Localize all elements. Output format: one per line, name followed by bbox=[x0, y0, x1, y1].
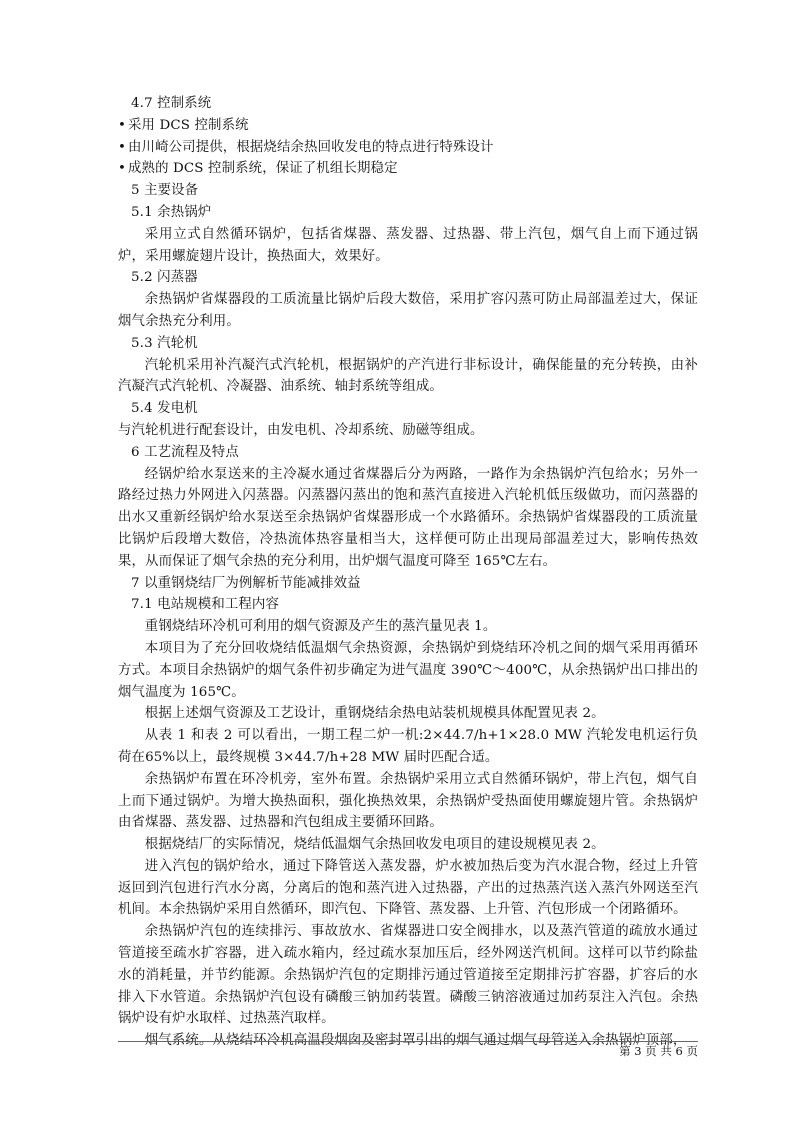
page-number: 第 3 页 共 6 页 bbox=[619, 1044, 698, 1058]
section-heading-5-3: 5.3 汽轮机 bbox=[131, 335, 198, 351]
document-body bbox=[118, 93, 698, 1052]
paragraph: 根据烧结厂的实际情况，烧结低温烟气余热回收发电项目的建设规模见表 2。 bbox=[144, 837, 605, 853]
paragraph: 根据上述烟气资源及工艺设计，重钢烧结余热电站装机规模具体配置见表 2。 bbox=[144, 706, 605, 722]
paragraph: 余热锅炉布置在环冷机旁，室外布置。余热锅炉采用立式自然循环锅炉，带上汽包，烟气自上而下通过锅炉。为增大换热面积，强化换热效果，余热锅炉受热面使用螺旋翅片管。余热锅炉由省煤器、蒸发器、过热器和汽包组成主要循环回路。 bbox=[118, 771, 698, 831]
paragraph: 经锅炉给水泵送来的主冷凝水通过省煤器后分为两路，一路作为余热锅炉汽包给水；另外一路经过热力外网进入闪蒸器。闪蒸器闪蒸出的饱和蒸汽直接进入汽轮机低压级做功，而闪蒸器的出水又重新经锅炉给水泵送至余热锅炉省煤器形成一个水路循环。余热锅炉省煤器段的工质流量比锅炉后段增大数倍，冷热流体热容量相当大，这样便可防止出现局部温差过大，影响传热效果，从而保证了烟气余热的充分利用，出炉烟气温度可降至 165℃左右。 bbox=[118, 466, 698, 569]
section-heading-7-1: 7.1 电站规模和工程内容 bbox=[131, 597, 280, 613]
bullet-dot-icon: • bbox=[118, 117, 127, 133]
bullet-dot-icon: • bbox=[118, 161, 127, 177]
bullet-item bbox=[118, 137, 698, 159]
paragraph: 余热锅炉省煤器段的工质流量比锅炉后段大数倍，采用扩容闪蒸可防止局部温差过大，保证烟气余热充分利用。 bbox=[118, 292, 698, 329]
paragraph: 与汽轮机进行配套设计，由发电机、冷却系统、励磁等组成。 bbox=[118, 422, 484, 438]
section-heading-5-2: 5.2 闪蒸器 bbox=[131, 270, 198, 286]
bullet-text: 采用 DCS 控制系统 bbox=[128, 117, 249, 133]
paragraph: 汽轮机采用补汽凝汽式汽轮机，根据锅炉的产汽进行非标设计，确保能量的充分转换，由补汽凝汽式汽轮机、冷凝器、油系统、轴封系统等组成。 bbox=[118, 357, 698, 395]
bullet-item bbox=[118, 158, 698, 180]
footer-divider bbox=[118, 1041, 698, 1042]
bullet-dot-icon: • bbox=[118, 139, 127, 155]
paragraph: 进入汽包的锅炉给水，通过下降管送入蒸发器，炉水被加热后变为汽水混合物，经过上升管返回到汽包进行汽水分离，分离后的饱和蒸汽进入过热器，产出的过热蒸汽送入蒸汽外网送至汽机间。本余热锅炉采用自然循环，即汽包、下降管、蒸发器、上升管、汽包形成一个闭路循环。 bbox=[118, 858, 698, 918]
paragraph: 烟气系统。从烧结环冷机高温段烟囱及密封罩引出的烟气通过烟气母管送入余热锅炉顶部， bbox=[144, 1033, 687, 1049]
paragraph: 本项目为了充分回收烧结低温烟气余热资源，余热锅炉到烧结环冷机之间的烟气采用再循环方式。本项目余热锅炉的烟气条件初步确定为进气温度 390℃～400℃，从余热锅炉出口排出的烟气温度为 165℃。 bbox=[118, 640, 698, 700]
section-heading-5-1: 5.1 余热锅炉 bbox=[131, 204, 212, 220]
paragraph: 从表 1 和表 2 可以看出，一期工程二炉一机:2×44.7/h+1×28.0 MW 汽轮发电机运行负荷在65%以上，最终规模 3×44.7/h+28 MW 届时匹配合适。 bbox=[118, 728, 698, 765]
paragraph: 采用立式自然循环锅炉，包括省煤器、蒸发器、过热器、带上汽包，烟气自上而下通过锅炉，采用螺旋翅片设计，换热面大，效果好。 bbox=[118, 226, 698, 264]
section-heading-6: 6 工艺流程及特点 bbox=[131, 444, 239, 460]
bullet-text: 成熟的 DCS 控制系统，保证了机组长期稳定 bbox=[128, 161, 398, 177]
bullet-item bbox=[118, 115, 698, 137]
paragraph: 余热锅炉汽包的连续排污、事故放水、省煤器进口安全阀排水，以及蒸汽管道的疏放水通过管道接至疏水扩容器，进入疏水箱内，经过疏水泵加压后，经外网送汽机间。这样可以节约除盐水的消耗量，并节约能源。余热锅炉汽包的定期排污通过管道接至定期排污扩容器，扩容后的水排入下水管道。余热锅炉汽包设有磷酸三钠加药装置。磷酸三钠溶液通过加药泵注入汽包。余热锅炉设有炉水取样、过热蒸汽取样。 bbox=[118, 924, 698, 1027]
bullet-text: 由川崎公司提供，根据烧结余热回收发电的特点进行特殊设计 bbox=[128, 139, 494, 155]
section-heading-7: 7 以重钢烧结厂为例解析节能减排效益 bbox=[131, 575, 361, 591]
section-heading-5: 5 主要设备 bbox=[131, 183, 199, 199]
paragraph: 重钢烧结环冷机可利用的烟气资源及产生的蒸汽量见表 1。 bbox=[144, 619, 497, 635]
section-heading-4-7: 4.7 控制系统 bbox=[131, 96, 212, 111]
section-heading-5-4: 5.4 发电机 bbox=[131, 401, 198, 417]
